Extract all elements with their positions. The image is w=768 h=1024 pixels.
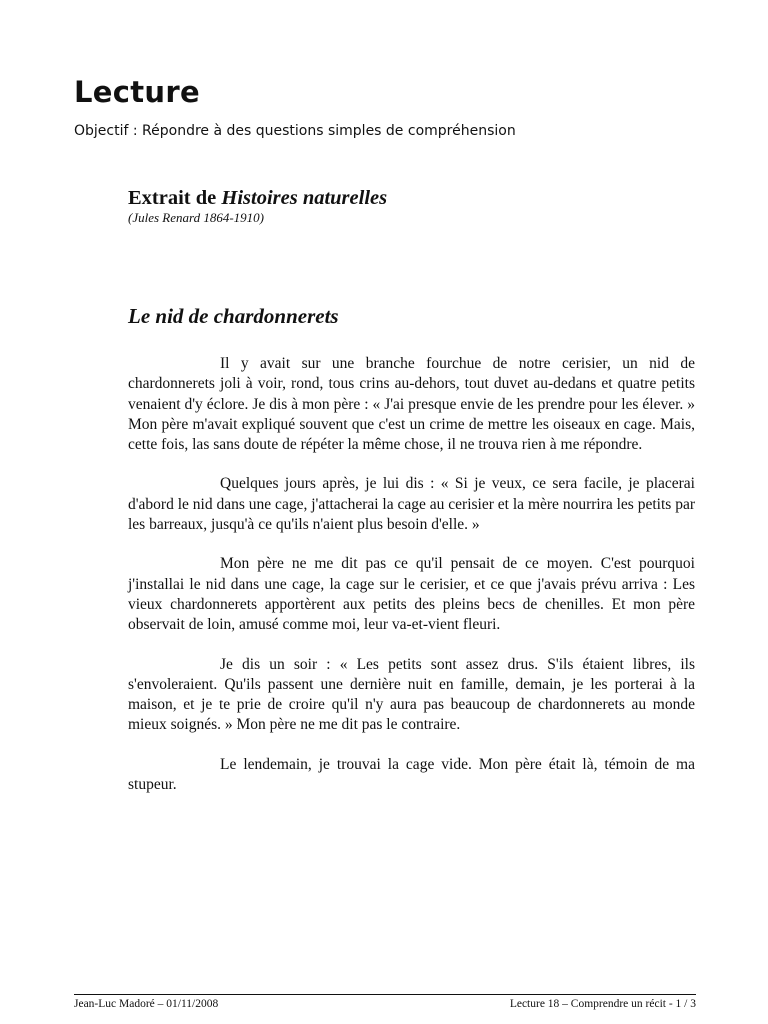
footer-divider [74, 994, 696, 995]
story-paragraph-1: Il y avait sur une branche fourchue de notre cerisier, un nid de chardonnerets joli à voir, rond, tous crins au-dehors, tout duvet au-dedans et quatre petits venaient d'y éclore. Je dis à mon père : « J'ai presque envie de les prendre pour les élever. » Mon père m'avait expliqué souvent que c'est un crime de mettre les oiseaux en cage. Mais, cette fois, las sans doute de répéter la même chose, il ne trouva rien à me répondre. [128, 355, 695, 454]
story-paragraph-3: Mon père ne me dit pas ce qu'il pensait de ce moyen. C'est pourquoi j'installai le nid dans une cage, la cage sur le cerisier, et ce que j'avais prévu arriva : Les vieux chardonnerets apportèrent aux petits des pleins becs de chenilles. Et mon père observait de loin, amusé comme moi, leur va-et-vient fleuri. [128, 555, 695, 634]
story-paragraph-4: Je dis un soir : « Les petits sont assez drus. S'ils étaient libres, ils s'envoleraient. Qu'ils passent une dernière nuit en famille, demain, je les porterai à la maison, et je te prie de croire qu'il n'y aura pas beaucoup de chardonnerets au monde mieux soignés. » Mon père ne me dit pas le contraire. [128, 655, 695, 734]
story-paragraph-2: Quelques jours après, je lui dis : « Si je veux, ce sera facile, je placerai d'abord le nid dans une cage, j'attacherai la cage au cerisier et la mère nourrira les petits par les barreaux, jusqu'à ce qu'ils n'aient plus besoin d'elle. » [128, 475, 695, 534]
story-title: Le nid de chardonnerets [128, 304, 339, 328]
extract-prefix: Extrait de [128, 187, 222, 209]
work-title: Histoires naturelles [221, 187, 388, 209]
author-line: (Jules Renard 1864-1910) [128, 210, 264, 225]
story-paragraph-5: Le lendemain, je trouvai la cage vide. Mon père était là, témoin de ma stupeur. [128, 755, 695, 794]
objective-text: Objectif : Répondre à des questions simples de compréhension [74, 123, 516, 139]
extract-heading [128, 185, 387, 211]
footer-author-date: Jean-Luc Madoré – 01/11/2008 [74, 998, 219, 1010]
footer-page-info: Lecture 18 – Comprendre un récit - 1 / 3 [509, 998, 696, 1010]
page-title: Lecture [74, 75, 200, 109]
story-body [128, 354, 695, 814]
